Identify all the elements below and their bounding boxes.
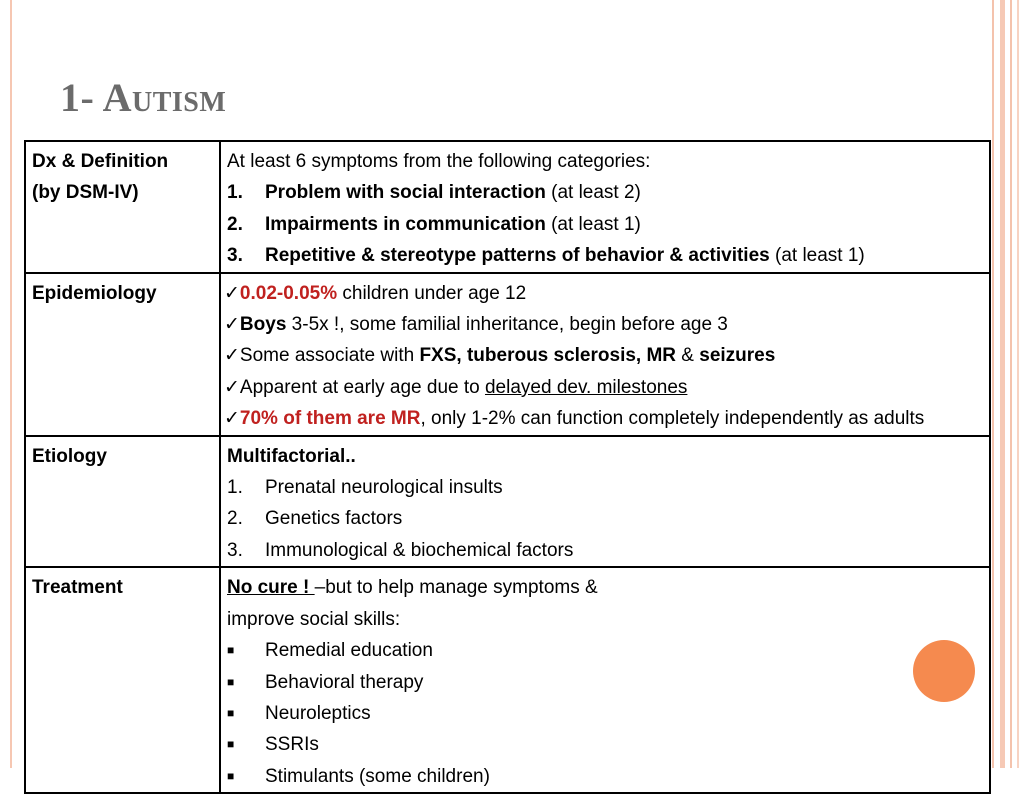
check-icon: ✓: [224, 408, 240, 430]
check-icon: ✓: [224, 345, 240, 367]
etio-item-3: 3. Immunological & biochemical factors: [227, 539, 574, 561]
check-icon: ✓: [224, 282, 240, 304]
label-treatment: Treatment: [25, 567, 220, 793]
label-dx: [25, 141, 220, 273]
epi-line-2: ✓Boys 3-5x !, some familial inheritance, begin before age 3: [224, 314, 728, 336]
epi-line-4: ✓Apparent at early age due to delayed dev. milestones: [224, 376, 688, 398]
content-etiology: [220, 436, 990, 568]
epi-line-1: ✓0.02-0.05% children under age 12: [224, 282, 527, 304]
square-bullet-icon: ■: [227, 768, 235, 783]
treat-item-3: ■ Neuroleptics: [227, 698, 983, 729]
slide-title: 1- Autism: [60, 75, 227, 120]
check-icon: ✓: [224, 376, 240, 398]
row-treatment: [25, 567, 990, 793]
epi-line-3: ✓Some associate with FXS, tuberous sclerosis, MR & seizures: [224, 345, 776, 367]
label-etiology: Etiology: [25, 436, 220, 568]
dx-item-1: 1. Problem with social interaction (at least 2): [227, 182, 641, 204]
row-etiology: [25, 436, 990, 568]
etio-item-1: 1. Prenatal neurological insults: [227, 477, 503, 499]
treat-item-4: ■ SSRIs: [227, 729, 983, 760]
label-dx-line2: (by DSM-IV): [32, 182, 139, 204]
epi-line-5: ✓70% of them are MR, only 1-2% can function completely independently as adults: [224, 408, 925, 430]
autism-table: [24, 140, 991, 794]
etio-heading: Multifactorial..: [227, 445, 356, 467]
content-epidemiology: [220, 273, 990, 436]
treat-line-1: No cure ! –but to help manage symptoms &: [227, 577, 598, 599]
treat-item-2: ■ Behavioral therapy: [227, 667, 983, 698]
row-epidemiology: [25, 273, 990, 436]
label-dx-line1: Dx & Definition: [32, 151, 169, 172]
dx-item-3: 3. Repetitive & stereotype patterns of behavior & activities (at least 1): [227, 245, 865, 267]
square-bullet-icon: ■: [227, 705, 235, 720]
row-dx: [25, 141, 990, 273]
treat-item-1: ■ Remedial education: [227, 635, 983, 666]
treat-line-2: improve social skills:: [227, 608, 401, 630]
content-treatment: [220, 567, 990, 793]
dx-intro: At least 6 symptoms from the following categories:: [227, 151, 651, 172]
square-bullet-icon: ■: [227, 643, 235, 658]
treat-item-5: ■ Stimulants (some children): [227, 761, 983, 792]
square-bullet-icon: ■: [227, 737, 235, 752]
content-dx: [220, 141, 990, 273]
check-icon: ✓: [224, 314, 240, 336]
square-bullet-icon: ■: [227, 674, 235, 689]
label-epidemiology: Epidemiology: [25, 273, 220, 436]
dx-item-2: 2. Impairments in communication (at least 1): [227, 213, 641, 235]
etio-item-2: 2. Genetics factors: [227, 508, 403, 530]
decorative-circle: [913, 640, 975, 702]
left-frame-border: [0, 0, 12, 768]
